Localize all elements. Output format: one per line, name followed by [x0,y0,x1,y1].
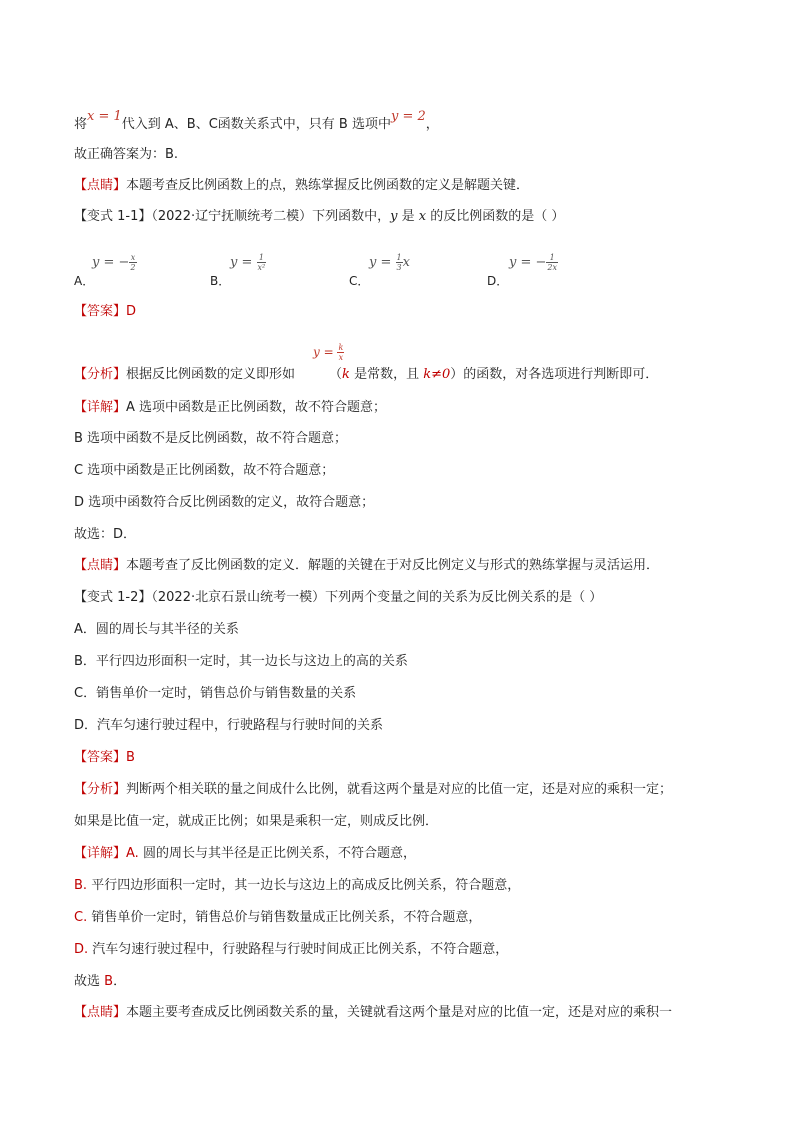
fraction: $\frac{k}{x}$ [338,343,344,362]
tag-dianjing: 【点睛】 [74,558,127,573]
text-line [74,813,438,831]
text-line [74,462,334,480]
text-line [74,845,416,863]
option-b-formula: y = $\frac{1}{\text{x²}}$ [230,253,266,272]
option-d-label: D． [487,274,509,288]
question-header [74,208,564,226]
text: 如果是比值一定，就成正比例；如果是乘积一定，则成反比例． [74,814,439,829]
tag-dianjing: 【点睛】 [74,178,127,193]
text: 销售单价一定时，销售总价与销售数量成正比例关系，不符合题意， [87,910,482,925]
fraction: $\frac{x}{2}$ [130,253,136,272]
text: ）的函数，对各选项进行判断即可． [450,367,659,382]
text-line [74,399,386,417]
text-line [74,526,136,544]
text: 的反比例函数的是（ ） [426,209,565,224]
text-line [74,781,672,799]
text: 代入到 A、B、C函数关系式中，只有 B 选项中 [121,117,391,132]
option-a-formula: y = − $\frac{x}{2}$ [92,253,136,272]
text: ， [425,117,439,132]
text-line [74,177,529,195]
fraction: $\frac{1}{3}$ [396,253,402,272]
tag-variant: 【变式 1-2】 [74,590,152,605]
text: C 选项中函数是正比例函数，故不符合题意； [74,463,335,478]
text-line [74,146,178,164]
math-k-ne-0: k≠0 [423,367,451,382]
option-c-formula: y = $\frac{1}{3}$ x [369,253,410,272]
source: （2022·辽宁抚顺统考二模） [151,209,313,224]
option-letter: D. [74,942,89,957]
text: 本题考查反比例函数上的点，熟练掌握反比例函数的定义是解题关键． [126,178,530,193]
text: 平行四边形面积一定时，其一边长与这边上的高成反比例关系，符合题意， [87,878,521,893]
text-line [74,941,508,959]
answer-value: B [104,974,114,989]
option-b: B．平行四边形面积一定时，其一边长与这边上的高的关系 [74,654,408,669]
text: 根据反比例函数的定义即形如 [126,367,296,382]
tag-detail: 【详解】 [74,846,127,861]
answer-value: D [126,304,137,319]
fraction: $\frac{1}{\text{x²}}$ [257,253,266,272]
option-c-label: C． [349,274,370,288]
text: ． [113,974,127,989]
math-x-equals-1: x = 1 [87,109,122,124]
text: A 选项中函数是正比例函数，故不符合题意； [126,400,387,415]
tag-answer: 【答案】 [74,304,127,319]
text: 是 [397,209,419,224]
selection: 故选：D． [74,527,137,542]
text: （ [329,367,343,382]
option-b-label: B． [210,274,231,288]
text: D 选项中函数符合反比例函数的定义，故符合题意； [74,495,375,510]
question-header [74,589,602,607]
tag-variant: 【变式 1-1】 [74,209,152,224]
text-line [74,557,659,575]
math-y-equals-2: y = 2 [391,109,426,124]
text-line [74,749,135,767]
text: 本题主要考查成反比例函数关系的量，关键就看这两个量是对应的比值一定，还是对应的乘积一 [126,1005,673,1020]
text: 是常数，且 [349,367,424,382]
var-k: k [342,367,350,382]
text-line [74,973,126,991]
option-d-formula: y = − $\frac{1}{2x}$ [509,253,558,272]
tag-analysis: 【分析】 [74,367,127,382]
text: B 选项中函数不是反比例函数，故不符合题意； [74,431,348,446]
text-line [74,1004,672,1022]
text: 故选 [74,974,105,989]
tag-dianjing: 【点睛】 [74,1005,127,1020]
tag-analysis: 【分析】 [74,782,127,797]
option-letter: A. [126,846,139,861]
tag-answer: 【答案】 [74,750,127,765]
tag-detail: 【详解】 [74,400,127,415]
option-letter: C. [74,910,88,925]
option-a-label: A． [74,274,95,288]
option-d: D．汽车匀速行驶过程中，行驶路程与行驶时间的关系 [74,718,384,733]
text: 本题考查了反比例函数的定义．解题的关键在于对反比例定义与形式的熟练掌握与灵活运用． [126,558,660,573]
text-line [74,877,520,895]
text-line [74,909,481,927]
fraction: $\frac{1}{2x}$ [547,253,558,272]
text: 汽车匀速行驶过程中，行驶路程与行驶时间成正比例关系，不符合题意， [88,942,509,957]
option-c: C．销售单价一定时，销售总价与销售数量的关系 [74,686,357,701]
text-line [74,366,658,384]
text-line [74,494,374,512]
text: 判断两个相关联的量之间成什么比例，就看这两个量是对应的比值一定，还是对应的乘积一定； [126,782,673,797]
source: （2022·北京石景山统考一模） [151,590,326,605]
var-y: y [390,209,398,224]
option-letter: B. [74,878,88,893]
var-x: x [418,209,427,224]
option-a: A．圆的周长与其半径的关系 [74,622,239,637]
text: 将 [74,117,88,132]
text: 下列函数中， [312,209,391,224]
analysis-formula: y = $\frac{k}{x}$ [313,343,344,362]
text-line [74,109,439,134]
text: 下列两个变量之间的关系为反比例关系的是（ ） [325,590,603,605]
text-line [74,430,347,448]
text: 圆的周长与其半径是正比例关系，不符合题意， [138,846,416,861]
text-line [74,303,136,321]
answer-value: B [126,750,135,765]
answer-statement: 故正确答案为：B. [74,147,179,162]
